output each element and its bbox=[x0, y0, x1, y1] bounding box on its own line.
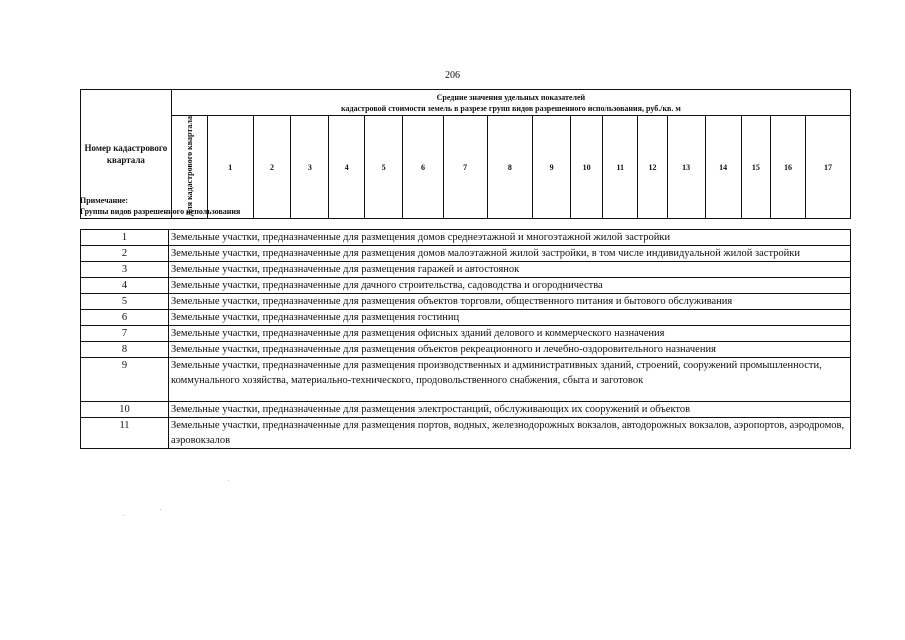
scan-speck bbox=[123, 515, 124, 516]
group-number: 3 bbox=[81, 262, 169, 278]
group-number-col: 17 bbox=[806, 116, 851, 219]
group-number: 5 bbox=[81, 294, 169, 310]
average-values-header bbox=[171, 90, 850, 116]
group-row bbox=[81, 358, 851, 402]
group-description: Земельные участки, предназначенные для размещения домов малоэтажной жилой застройки, в том числе индивидуальной жилой застройки bbox=[169, 246, 851, 262]
group-description: Земельные участки, предназначенные для размещения объектов рекреационного и лечебно-оздоровительного назначения bbox=[169, 342, 851, 358]
group-number-col: 16 bbox=[770, 116, 805, 219]
group-number: 9 bbox=[81, 358, 169, 402]
average-values-header-line1: Средние значения удельных показателей bbox=[436, 92, 586, 102]
note-caption: Группы видов разрешенного использования bbox=[80, 207, 241, 216]
group-row bbox=[81, 342, 851, 358]
group-number-col: 6 bbox=[403, 116, 444, 219]
group-number: 8 bbox=[81, 342, 169, 358]
group-row bbox=[81, 262, 851, 278]
group-description: Земельные участки, предназначенные для размещения гаражей и автостоянок bbox=[169, 262, 851, 278]
group-description: Земельные участки, предназначенные для размещения гостиниц bbox=[169, 310, 851, 326]
group-number: 7 bbox=[81, 326, 169, 342]
group-number: 11 bbox=[81, 418, 169, 449]
group-number-col: 2 bbox=[253, 116, 291, 219]
group-row bbox=[81, 310, 851, 326]
group-description: Земельные участки, предназначенные для размещения домов среднеэтажной и многоэтажной жилой застройки bbox=[169, 230, 851, 246]
land-use-groups-table bbox=[80, 229, 851, 449]
group-number: 4 bbox=[81, 278, 169, 294]
group-description: Земельные участки, предназначенные для дачного строительства, садоводства и огородничества bbox=[169, 278, 851, 294]
group-number-col: 3 bbox=[291, 116, 329, 219]
group-number: 2 bbox=[81, 246, 169, 262]
group-number-col: 8 bbox=[487, 116, 533, 219]
group-number-col: 9 bbox=[533, 116, 571, 219]
group-number: 6 bbox=[81, 310, 169, 326]
group-number-col: 11 bbox=[603, 116, 638, 219]
group-number-col: 15 bbox=[741, 116, 770, 219]
group-number-col: 13 bbox=[667, 116, 705, 219]
group-number-col: 14 bbox=[705, 116, 741, 219]
group-row bbox=[81, 230, 851, 246]
group-number-col: 10 bbox=[571, 116, 603, 219]
cadastral-quarter-header: Номер кадастрового квартала bbox=[81, 90, 172, 219]
group-number: 10 bbox=[81, 402, 169, 418]
scan-speck bbox=[160, 509, 161, 510]
group-row bbox=[81, 246, 851, 262]
group-number-col: 1 bbox=[207, 116, 253, 219]
group-row bbox=[81, 418, 851, 449]
group-description: Земельные участки, предназначенные для размещения офисных зданий делового и коммерческого назначения bbox=[169, 326, 851, 342]
average-values-header-line2: кадастровой стоимости земель в разрезе групп видов разрешенного использования, руб./кв. м bbox=[340, 103, 681, 113]
group-row bbox=[81, 294, 851, 310]
note-label: Примечание: bbox=[80, 196, 129, 205]
group-number-col: 4 bbox=[329, 116, 365, 219]
group-row bbox=[81, 326, 851, 342]
group-row bbox=[81, 402, 851, 418]
note bbox=[80, 195, 240, 217]
group-row bbox=[81, 278, 851, 294]
group-description: Земельные участки, предназначенные для размещения объектов торговли, общественного питания и бытового обслуживания bbox=[169, 294, 851, 310]
group-description: Земельные участки, предназначенные для размещения портов, водных, железнодорожных вокзалов, автодорожных вокзалов, аэропортов, аэродромов, аэровокзалов bbox=[169, 418, 851, 449]
page-number: 206 bbox=[445, 70, 460, 81]
group-number-col: 7 bbox=[443, 116, 487, 219]
cadastral-quarter-col-label: Для кадастрового квартала bbox=[184, 116, 194, 217]
group-description: Земельные участки, предназначенные для размещения производственных и административных зданий, строений, сооружений промышленности, коммунального хозяйства, материально-технического, продовольственного снабжения, сбыта и заготовок bbox=[169, 358, 851, 402]
group-number-col: 5 bbox=[365, 116, 403, 219]
scan-speck bbox=[228, 480, 229, 481]
group-number: 1 bbox=[81, 230, 169, 246]
group-number-col: 12 bbox=[638, 116, 667, 219]
group-description: Земельные участки, предназначенные для размещения электростанций, обслуживающих их сооружений и объектов bbox=[169, 402, 851, 418]
